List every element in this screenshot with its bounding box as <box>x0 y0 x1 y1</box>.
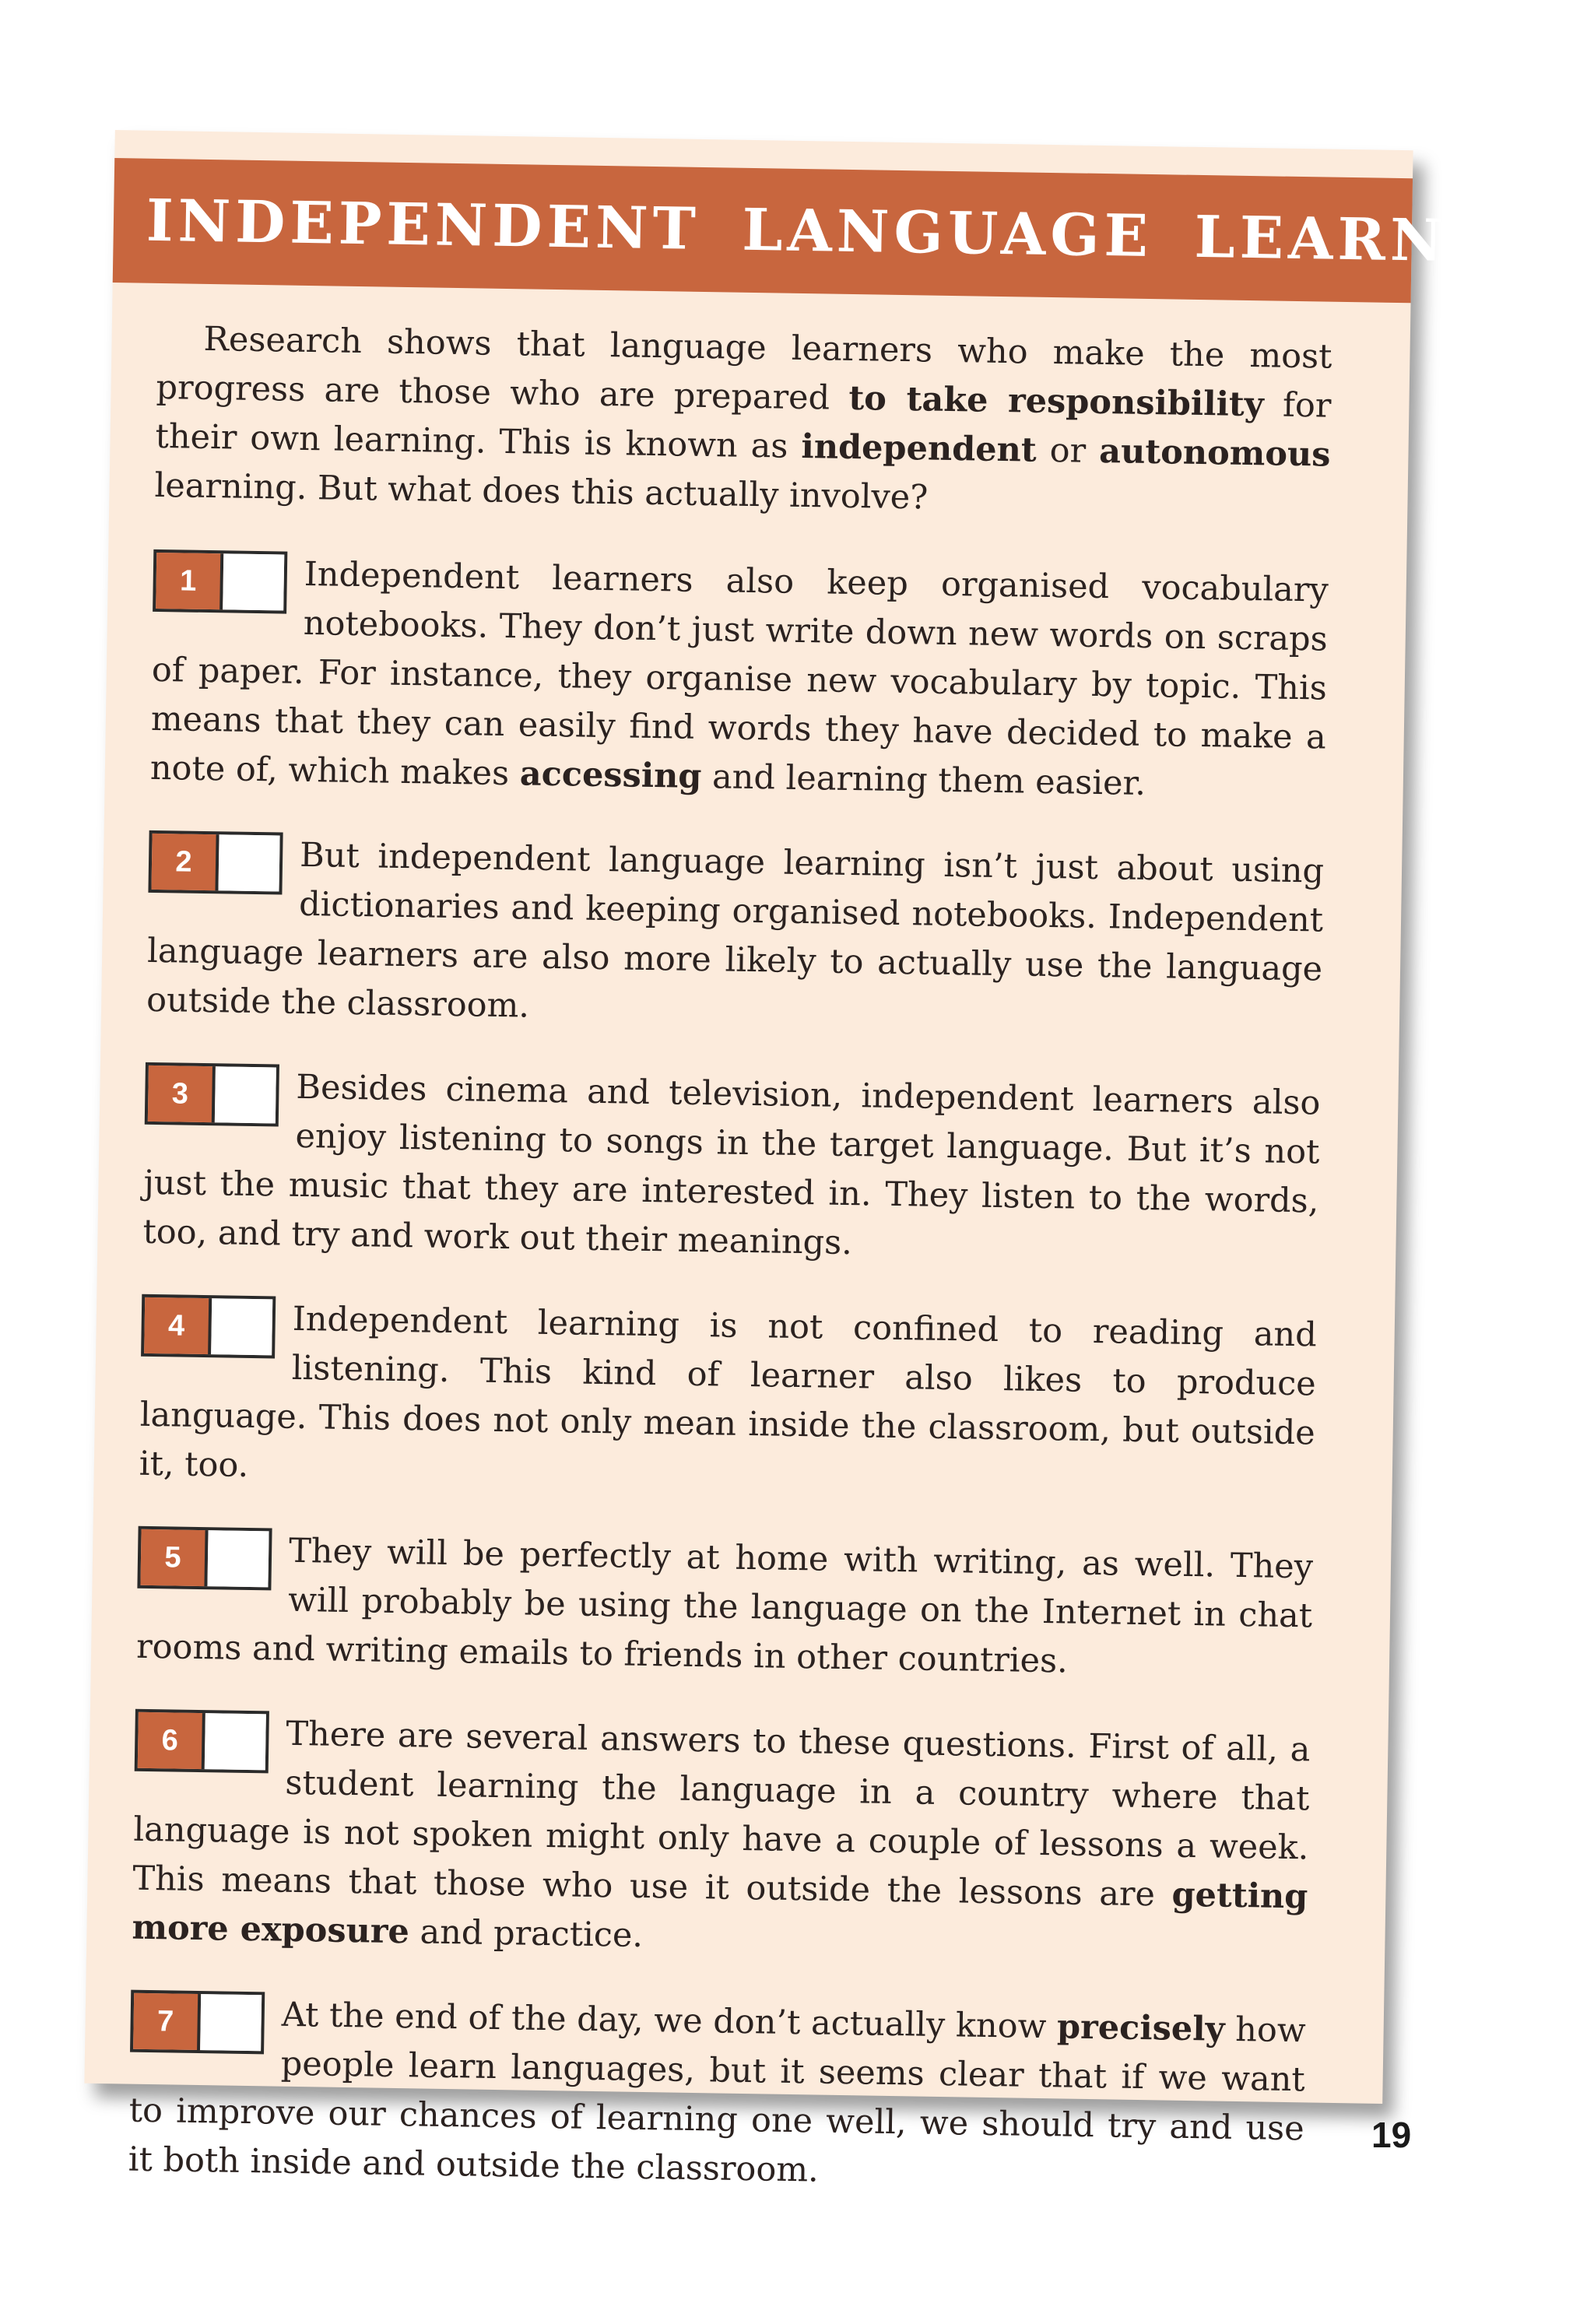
answer-slot[interactable] <box>223 553 284 610</box>
gap-number: 4 <box>144 1297 212 1354</box>
answer-box-2 <box>148 830 283 895</box>
answer-slot[interactable] <box>211 1298 272 1355</box>
answer-box-6 <box>135 1709 269 1774</box>
gap-number: 2 <box>151 834 219 890</box>
page-number: 19 <box>1371 2115 1412 2155</box>
answer-box-7 <box>130 1990 265 2055</box>
gap-number: 1 <box>156 553 223 609</box>
paragraph-3: 3 Besides cinema and television, independent learners also enjoy listening to songs in the target language. But it’s not just the music that they are interested in. They listen to the words, too, and try and work out their meanings. <box>142 1061 1321 1276</box>
gap-number: 6 <box>138 1712 205 1769</box>
answer-slot[interactable] <box>218 834 279 891</box>
title-banner <box>113 158 1591 303</box>
answer-slot[interactable] <box>200 1994 262 2051</box>
answer-box-3 <box>145 1062 279 1127</box>
gap-number: 3 <box>148 1065 216 1122</box>
gap-number: 7 <box>133 1993 201 2050</box>
paragraph-1: 1 Independent learners also keep organised vocabulary notebooks. They don’t just write down new words on scraps of paper. For instance, they organise new vocabulary by topic. This means that they can easily find words they have decided to make a note of, which makes accessing and learning them easier. <box>149 548 1329 812</box>
page-title: INDEPENDENT LANGUAGE LEARNING <box>146 187 1591 277</box>
paragraph-2: 2 But independent language learning isn’t just about using dictionaries and keeping organised notebooks. Independent language learners are also more likely to actually use the language outside the classroom. <box>146 829 1325 1044</box>
gap-number: 5 <box>140 1529 208 1586</box>
answer-box-4 <box>141 1294 276 1359</box>
answer-slot[interactable] <box>205 1713 266 1770</box>
answer-slot[interactable] <box>215 1066 276 1123</box>
paragraph-6: 6 There are several answers to these questions. First of all, a student learning the language in a country where that language is not spoken might only have a couple of lessons a week. This means that those who use it outside the lessons are getting more exposure and practice. <box>132 1708 1311 1971</box>
answer-box-1 <box>153 549 287 614</box>
article-body <box>128 314 1332 2238</box>
intro-paragraph: Research shows that language learners who make the most progress are those who are prepared to take responsibility for their own learning. This is known as independent or autonomous learning. But what does this actually involve? <box>154 319 1332 518</box>
paragraph-5: 5 They will be perfectly at home with writing, as well. They will probably be using the language on the Internet in chat rooms and writing emails to friends in other countries. <box>136 1525 1314 1690</box>
answer-box-5 <box>137 1526 272 1591</box>
paragraph-7: 7 At the end of the day, we don’t actually know precisely how people learn languages, but it seems clear that if we want to improve our chances of learning one well, we should try and use it both inside and outside the classroom. <box>128 1989 1306 2203</box>
paragraph-4: 4 Independent learning is not confined to reading and listening. This kind of learner also likes to produce language. This does not only mean inside the classroom, but outside it, too. <box>139 1293 1317 1508</box>
answer-slot[interactable] <box>207 1530 269 1587</box>
